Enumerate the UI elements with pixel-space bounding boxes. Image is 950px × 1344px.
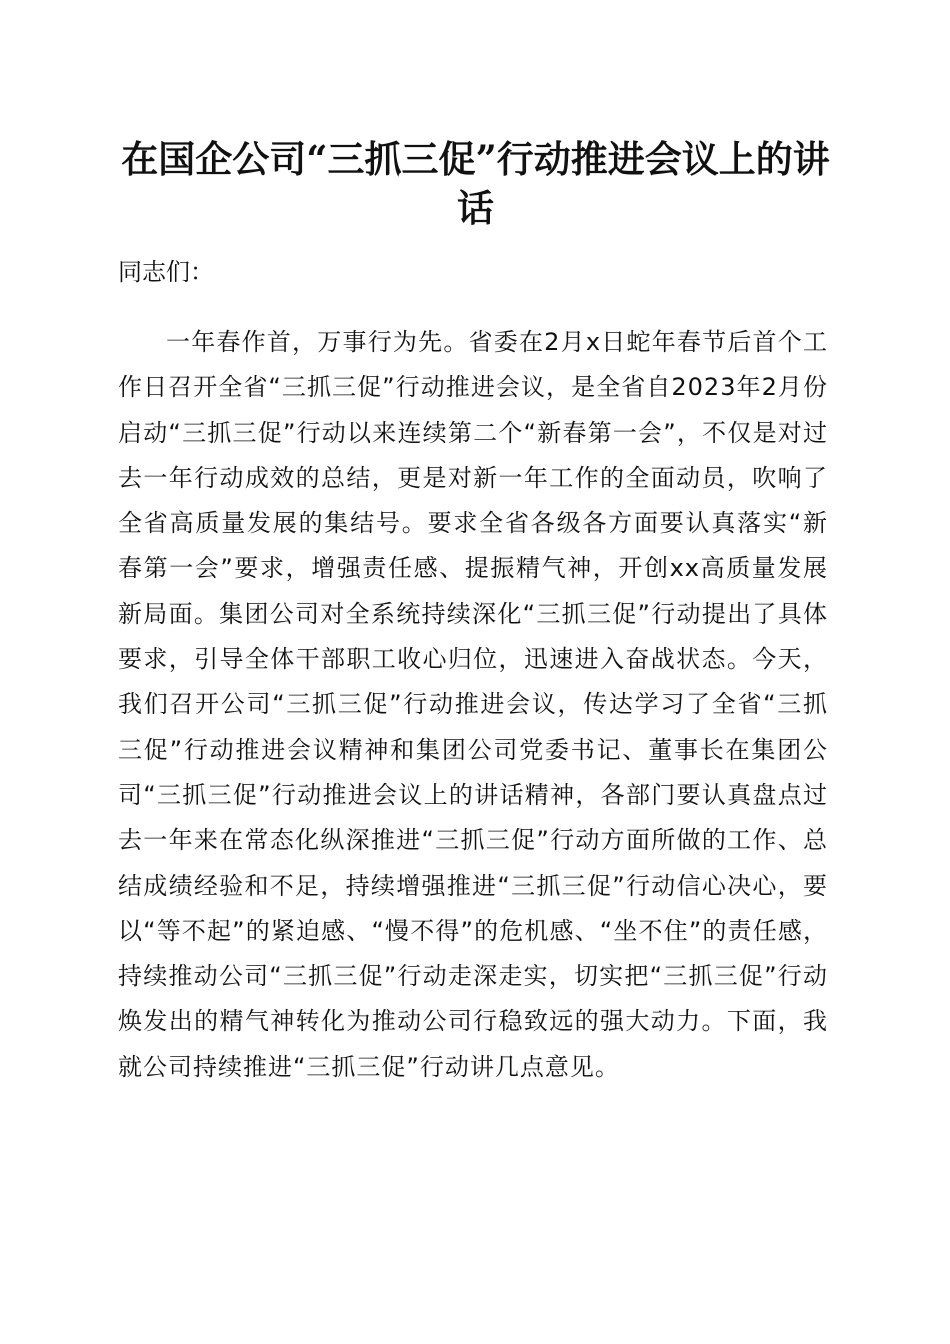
salutation: 同志们： — [118, 258, 214, 286]
document-title: 在国企公司“三抓三促”行动推进会议上的讲话 — [121, 137, 830, 230]
body-paragraph: 一年春作首，万事行为先。省委在2月x日蛇年春节后首个工作日召开全省“三抓三促”行动推进会议，是全省自2023年2月份启动“三抓三促”行动以来连续第二个“新春第一会”，不仅是对过去一年行动成效的总结，更是对新一年工作的全面动员，吹响了全省高质量发展的集结号。要求全省各级各方面要认真落实“新春第一会”要求，增强责任感、提振精气神，开创xx高质量发展新局面。集团公司对全系统持续深化“三抓三促”行动提出了具体要求，引导全体干部职工收心归位，迅速进入奋战状态。今天，我们召开公司“三抓三促”行动推进会议，传达学习了全省“三抓三促”行动推进会议精神和集团公司党委书记、董事长在集团公司“三抓三促”行动推进会议上的讲话精神，各部门要认真盘点过去一年来在常态化纵深推进“三抓三促”行动方面所做的工作、总结成绩经验和不足，持续增强推进“三抓三促”行动信心决心，要以“等不起”的紧迫感、“慢不得”的危机感、“坐不住”的责任感，持续推动公司“三抓三促”行动走深走实，切实把“三抓三促”行动焕发出的精气神转化为推动公司行稳致远的强大动力。下面，我就公司持续推进“三抓三促”行动讲几点意见。 — [118, 328, 828, 1081]
